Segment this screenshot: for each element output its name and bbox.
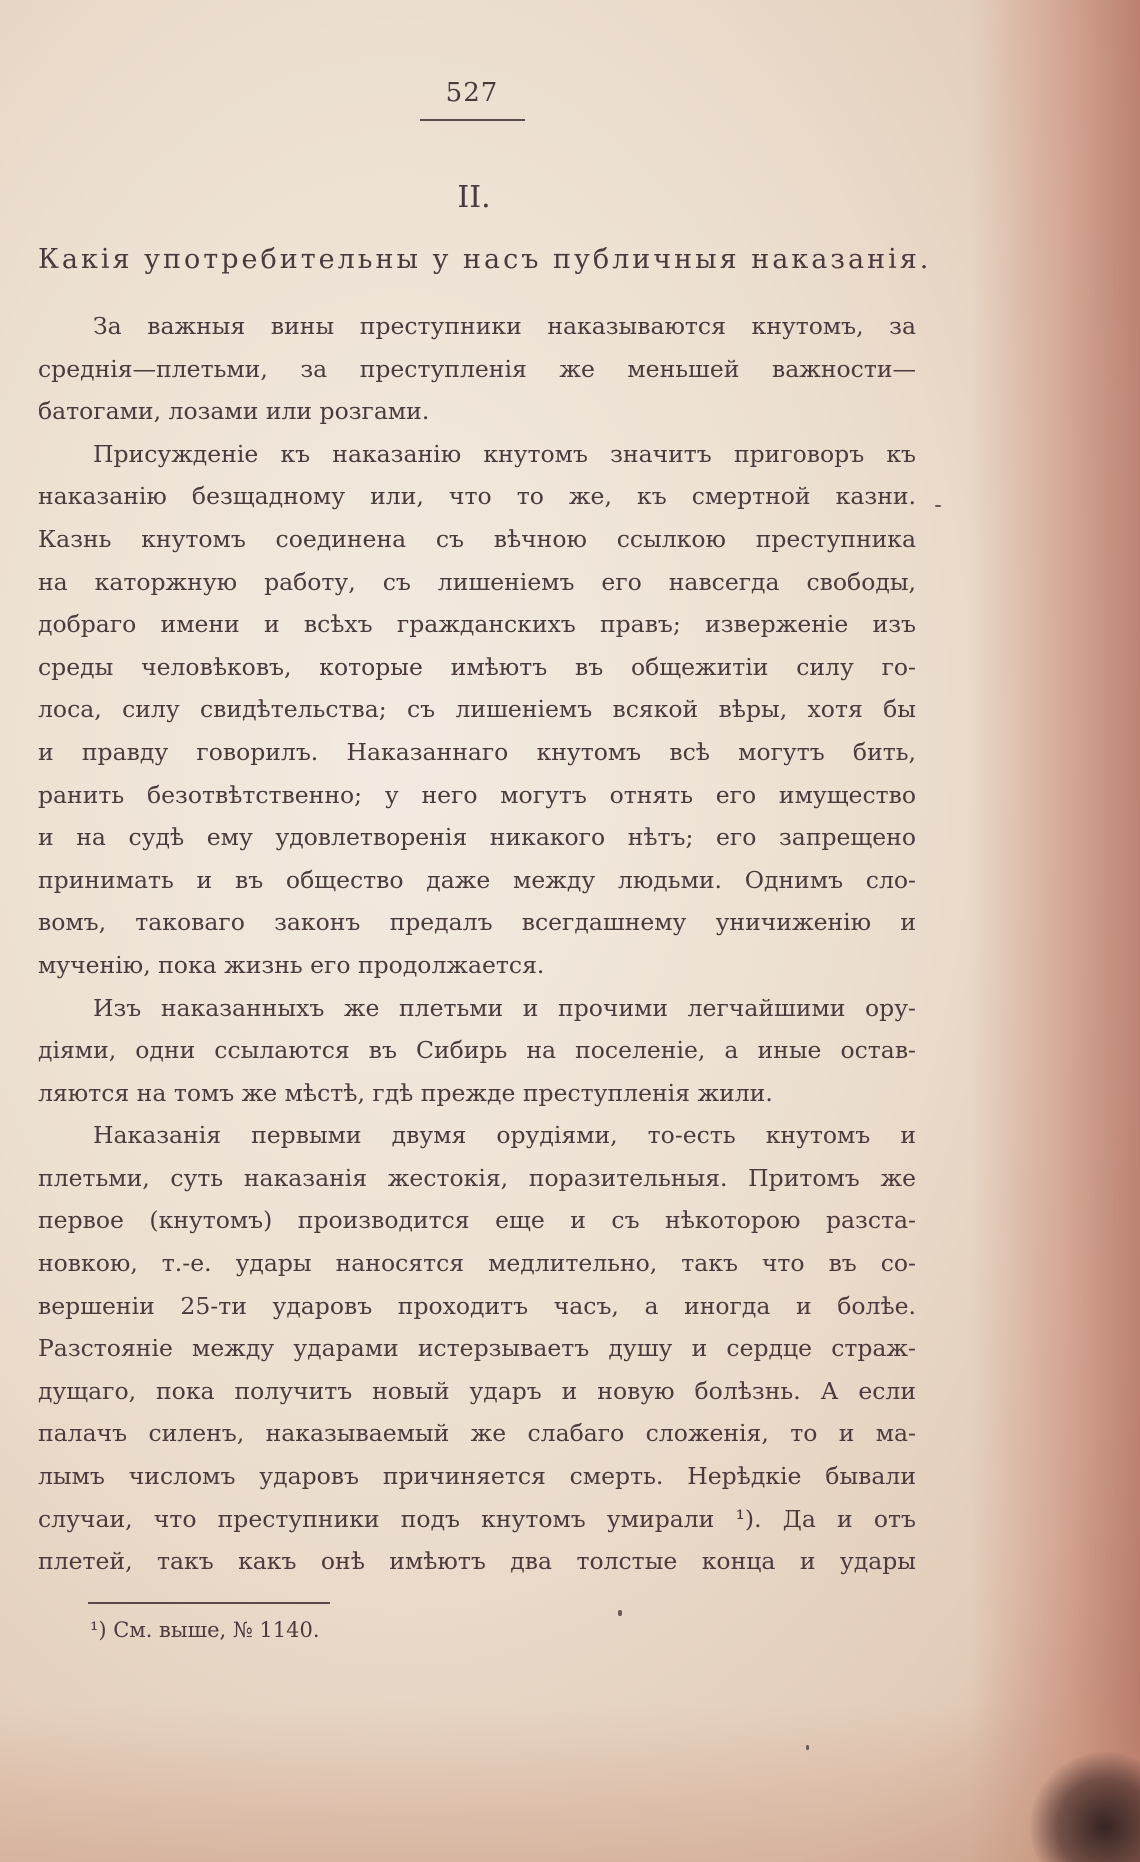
text-line: палачъ силенъ, наказываемый же слабаго сложенія, то и ма- [38, 1419, 916, 1448]
text-line: принимать и въ общество даже между людьми. Однимъ сло- [38, 865, 916, 894]
text-line: батогами, лозами или розгами. [38, 397, 430, 426]
text-line: мученію, пока жизнь его продолжается. [38, 950, 545, 979]
text-line: лымъ числомъ ударовъ причиняется смерть. Нерѣдкіе бывали [38, 1462, 916, 1491]
text-line: наказанію безщадному или, что то же, къ смертной казни. [38, 482, 916, 511]
print-speck [618, 1610, 622, 1616]
text-line: среднія—плетьми, за преступленія же меньшей важности— [38, 354, 916, 383]
text-line: ранить безотвѣтственно; у него могутъ отнять его имущество [38, 780, 916, 809]
text-line: плетей, такъ какъ онѣ имѣютъ два толстые конца и удары [38, 1547, 916, 1576]
text-line: дущаго, пока получитъ новый ударъ и новую болѣзнь. А если [38, 1376, 916, 1405]
print-speck [806, 1745, 809, 1750]
page-number-rule [420, 119, 525, 121]
text-line: Казнь кнутомъ соединена съ вѣчною ссылкою преступника [38, 524, 916, 553]
body-text [38, 305, 916, 1583]
text-line: плетьми, суть наказанія жестокія, поразительныя. Притомъ же [38, 1163, 916, 1192]
print-speck [935, 505, 941, 507]
text-line: ляются на томъ же мѣстѣ, гдѣ прежде преступленія жили. [38, 1078, 773, 1107]
section-title: Какія употребительны у насъ публичныя наказанія. [38, 244, 932, 275]
text-line: Присужденіе къ наказанію кнутомъ значитъ приговоръ къ [93, 439, 916, 468]
text-line: и на судѣ ему удовлетворенія никакого нѣтъ; его запрещено [38, 823, 916, 852]
text-line: Изъ наказанныхъ же плетьми и прочими легчайшими ору- [93, 993, 916, 1022]
text-line: Наказанія первыми двумя орудіями, то-есть кнутомъ и [93, 1121, 916, 1150]
text-line: новкою, т.-е. удары наносятся медлительно, такъ что въ со- [38, 1249, 916, 1278]
text-line: добраго имени и всѣхъ гражданскихъ правъ; изверженіе изъ [38, 610, 916, 639]
text-line: среды человѣковъ, которые имѣютъ въ общежитіи силу го- [38, 652, 916, 681]
text-line: лоса, силу свидѣтельства; съ лишеніемъ всякой вѣры, хотя бы [38, 695, 916, 724]
section-number: II. [457, 180, 491, 215]
footnote-rule [88, 1602, 330, 1604]
text-line: діями, одни ссылаются въ Сибирь на поселеніе, а иные остав- [38, 1036, 916, 1065]
text-line: вомъ, таковаго законъ предалъ всегдашнему уничиженію и [38, 908, 916, 937]
text-line: первое (кнутомъ) производится еще и съ нѣкоторою разста- [38, 1206, 916, 1235]
text-line: на каторжную работу, съ лишеніемъ его навсегда свободы, [38, 567, 916, 596]
text-line: и правду говорилъ. Наказаннаго кнутомъ всѣ могутъ бить, [38, 737, 916, 766]
page-number: 527 [445, 78, 499, 108]
page-edge-shading [970, 0, 1140, 1862]
text-line: За важныя вины преступники наказываются кнутомъ, за [93, 312, 916, 340]
text-line: случаи, что преступники подъ кнутомъ умирали ¹). Да и отъ [38, 1504, 916, 1533]
page-bottom-shading [0, 1702, 1140, 1862]
text-line: вершеніи 25-ти ударовъ проходитъ часъ, а иногда и болѣе. [38, 1291, 916, 1320]
footnote: ¹) См. выше, № 1140. [90, 1618, 320, 1642]
text-line: Разстояніе между ударами истерзываетъ душу и сердце страж- [38, 1334, 916, 1363]
